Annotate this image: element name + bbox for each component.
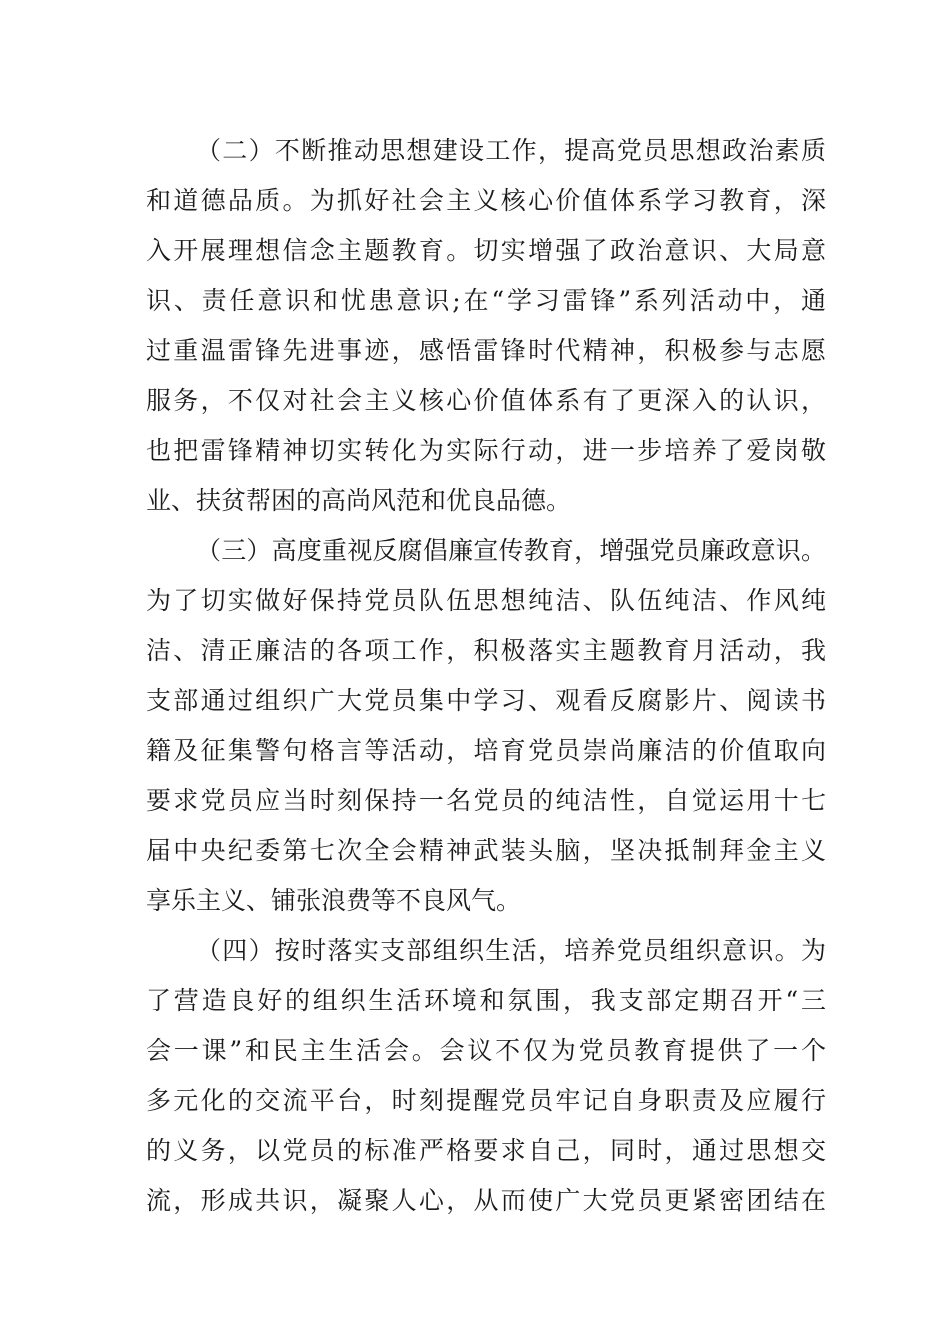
paragraph-2-line-7: 也把雷锋精神切实转化为实际行动，进一步培养了爱岗敬 xyxy=(146,436,826,465)
paragraph-4-line-2: 了营造良好的组织生活环境和氛围，我支部定期召开“三 xyxy=(146,986,826,1015)
paragraph-3-line-7: 届中央纪委第七次全会精神武装头脑，坚决抵制拜金主义 xyxy=(146,836,826,865)
paragraph-3-line-8: 享乐主义、铺张浪费等不良风气。 xyxy=(146,886,522,915)
paragraph-2-line-3: 入开展理想信念主题教育。切实增强了政治意识、大局意 xyxy=(146,236,826,265)
paragraph-2-line-4: 识、责任意识和忧患意识;在“学习雷锋”系列活动中，通 xyxy=(146,286,826,315)
paragraph-2-line-1: （二）不断推动思想建设工作，提高党员思想政治素质 xyxy=(196,136,826,165)
paragraph-2-line-5: 过重温雷锋先进事迹，感悟雷锋时代精神，积极参与志愿 xyxy=(146,336,826,365)
paragraph-4-line-6: 流，形成共识，凝聚人心，从而使广大党员更紧密团结在 xyxy=(146,1186,826,1215)
paragraph-3-line-4: 支部通过组织广大党员集中学习、观看反腐影片、阅读书 xyxy=(146,686,826,715)
paragraph-2-line-8: 业、扶贫帮困的高尚风范和优良品德。 xyxy=(146,486,572,515)
paragraph-3-line-5: 籍及征集警句格言等活动，培育党员崇尚廉洁的价值取向 xyxy=(146,736,826,765)
paragraph-2-line-2: 和道德品质。为抓好社会主义核心价值体系学习教育，深 xyxy=(146,186,826,215)
paragraph-4-line-1: （四）按时落实支部组织生活，培养党员组织意识。为 xyxy=(196,936,826,965)
paragraph-3-line-1: （三）高度重视反腐倡廉宣传教育，增强党员廉政意识。 xyxy=(196,536,826,565)
paragraph-4-line-5: 的义务，以党员的标准严格要求自己，同时，通过思想交 xyxy=(146,1136,826,1165)
paragraph-3-line-6: 要求党员应当时刻保持一名党员的纯洁性，自觉运用十七 xyxy=(146,786,826,815)
paragraph-3-line-3: 洁、清正廉洁的各项工作，积极落实主题教育月活动，我 xyxy=(146,636,826,665)
paragraph-3-line-2: 为了切实做好保持党员队伍思想纯洁、队伍纯洁、作风纯 xyxy=(146,586,826,615)
paragraph-2-line-6: 服务，不仅对社会主义核心价值体系有了更深入的认识， xyxy=(146,386,826,415)
paragraph-4-line-4: 多元化的交流平台，时刻提醒党员牢记自身职责及应履行 xyxy=(146,1086,826,1115)
paragraph-4-line-3: 会一课”和民主生活会。会议不仅为党员教育提供了一个 xyxy=(146,1036,826,1065)
